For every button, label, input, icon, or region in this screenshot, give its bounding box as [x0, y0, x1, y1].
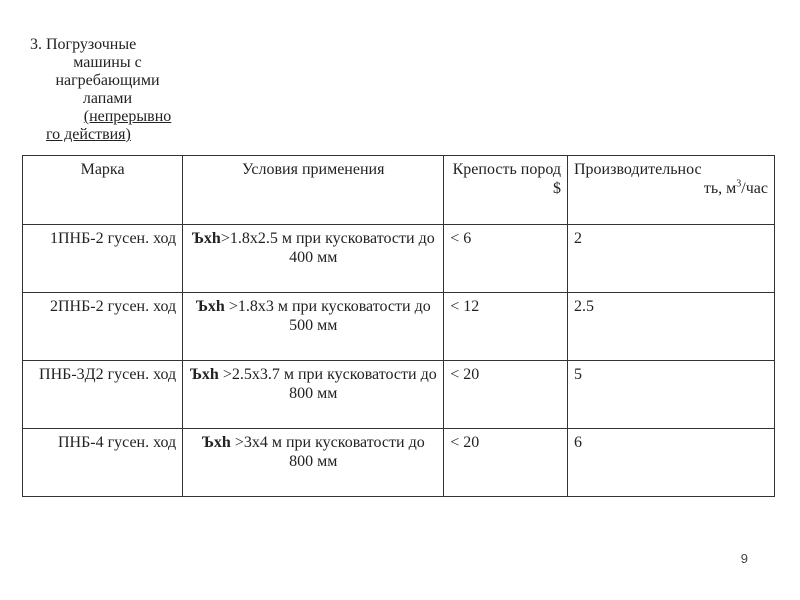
cell-conditions: Ъxh >3x4 м при кусковатости до 800 мм — [183, 429, 444, 497]
cell-brand: ПНБ-4 гусен. ход — [23, 429, 183, 497]
cell-strength: < 12 — [444, 293, 568, 361]
slide-title — [20, 36, 195, 144]
title-line-1: 3. Погрузочные — [30, 36, 137, 53]
loaders-table — [22, 155, 775, 497]
cell-brand: ПНБ-3Д2 гусен. ход — [23, 361, 183, 429]
cell-strength: < 6 — [444, 225, 568, 293]
cell-productivity: 6 — [568, 429, 775, 497]
title-line-2: машины с — [73, 54, 142, 71]
title-line-5: (непрерывно — [83, 108, 172, 125]
cell-conditions: Ъxh>1.8x2.5 м при кусковатости до 400 мм — [183, 225, 444, 293]
title-line-4: лапами — [82, 90, 133, 107]
cell-brand: 1ПНБ-2 гусен. ход — [23, 225, 183, 293]
cell-productivity: 5 — [568, 361, 775, 429]
header-productivity — [568, 156, 775, 225]
cell-conditions: Ъxh >2.5x3.7 м при кусковатости до 800 мм — [183, 361, 444, 429]
table-row — [23, 361, 775, 429]
table-header-row — [23, 156, 775, 225]
cell-strength: < 20 — [444, 429, 568, 497]
table-row — [23, 225, 775, 293]
cell-productivity: 2 — [568, 225, 775, 293]
title-line-3: нагребающими — [55, 72, 160, 89]
page-number: 9 — [740, 551, 748, 566]
header-brand: Марка — [23, 156, 183, 225]
table-row — [23, 429, 775, 497]
cell-brand: 2ПНБ-2 гусен. ход — [23, 293, 183, 361]
header-strength: Крепость пород $ — [444, 156, 568, 225]
header-productivity-tail: ть, $м^3$/час — [703, 178, 768, 197]
title-line-6: го действия) — [46, 126, 131, 143]
header-conditions: Условия применения — [183, 156, 444, 225]
header-productivity-main: Производительнос — [574, 161, 702, 178]
table-row — [23, 293, 775, 361]
cell-productivity: 2.5 — [568, 293, 775, 361]
cell-conditions: Ъxh >1.8x3 м при кусковатости до 500 мм — [183, 293, 444, 361]
cell-strength: < 20 — [444, 361, 568, 429]
